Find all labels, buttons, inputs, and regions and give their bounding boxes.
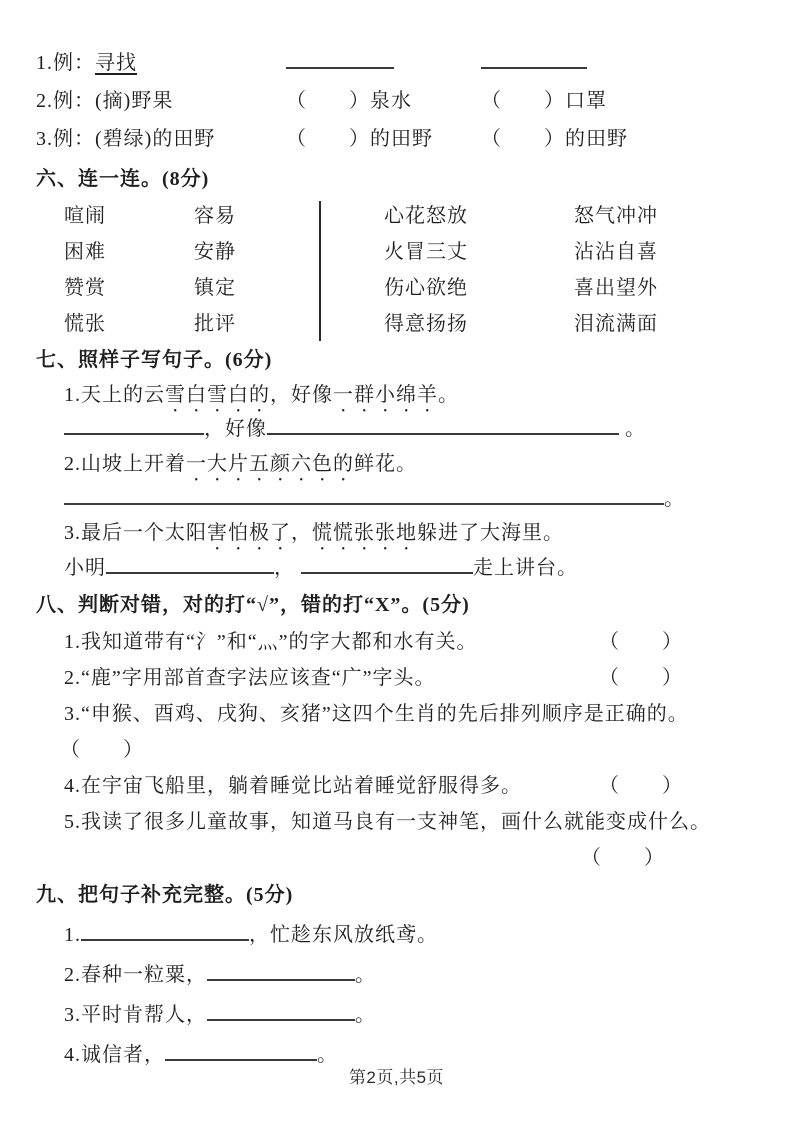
paren-answer-slot: （ ）: [599, 631, 683, 653]
blank-line: [64, 413, 204, 435]
judge-item-1: [36, 624, 753, 660]
blank-line: [165, 1039, 317, 1061]
paren-answer-slot: （ ）泉水: [286, 90, 412, 112]
example-row-3: [36, 120, 753, 158]
match-word: 喜出望外: [574, 277, 658, 299]
completion-text: 4.诚信者，: [64, 1044, 165, 1066]
completion-item-3: [36, 995, 753, 1035]
sentence-text: 。: [438, 384, 459, 406]
completion-text: 。: [355, 964, 376, 986]
match-word: 得意扬扬: [384, 313, 468, 335]
paren-answer-slot: （ ）: [581, 847, 665, 869]
question-sentence-2: [36, 446, 753, 482]
matching-row: [36, 198, 753, 234]
judge-text: 5.我读了很多儿童故事，知道马良有一支神笔，画什么就能变成什么。: [64, 811, 711, 833]
question-sentence-3: [36, 516, 753, 550]
match-word: 心花怒放: [384, 205, 468, 227]
match-word: 火冒三丈: [384, 241, 468, 263]
judge-item-4: [36, 768, 753, 804]
matching-row: [36, 306, 753, 342]
sentence-text: 鲜花。: [354, 453, 417, 475]
matching-row: [36, 234, 753, 270]
blank-line: [207, 999, 355, 1021]
judge-item-3: [36, 696, 753, 732]
blank-line: [267, 413, 619, 435]
completion-text: 。: [355, 1004, 376, 1026]
sentence-text: 躲进了大海里。: [417, 522, 564, 544]
match-word: 赞赏: [64, 277, 106, 299]
emphasized-text: 一大片五颜六色的: [186, 453, 354, 475]
match-word: 泪流满面: [574, 313, 658, 335]
paren-answer-slot: （ ）: [599, 775, 683, 797]
blank-line: [286, 47, 394, 69]
completion-text: 1.: [64, 924, 81, 946]
fill-hint-text: 。: [664, 488, 685, 510]
blank-line: [81, 919, 249, 941]
judge-text: 2.“鹿”字用部首查字法应该查“广”字头。: [64, 667, 436, 689]
match-word: 沾沾自喜: [574, 241, 658, 263]
example-label: 2.例：(摘)野果: [36, 90, 174, 112]
blank-line: [481, 47, 587, 69]
section-title-6: 六、连一连。(8分): [36, 168, 210, 190]
matching-exercise: [36, 198, 753, 342]
match-word: 喧闹: [64, 205, 106, 227]
fill-hint-text: ，好像: [204, 418, 267, 440]
section-title-8: 八、判断对错，对的打“√”，错的打“X”。(5分): [36, 594, 470, 616]
question-sentence-1: [36, 378, 753, 412]
emphasized-text: 一群小绵羊: [333, 384, 438, 406]
completion-item-1: [36, 915, 753, 955]
blank-line: [64, 483, 664, 505]
paren-answer-slot: （ ）的田野: [286, 128, 433, 150]
paren-answer-slot: （ ）口罩: [481, 90, 607, 112]
answer-blank-cell: [286, 44, 481, 82]
blank-line: [106, 552, 274, 574]
completion-text: ，忙趁东风放纸鸢。: [249, 924, 438, 946]
fill-hint-text: 。: [625, 418, 646, 440]
matching-row: [36, 270, 753, 306]
example-label: [36, 44, 286, 82]
answer-blank-cell: [481, 44, 587, 82]
section-title-9: 九、把句子补充完整。(5分): [36, 884, 294, 906]
judge-text: 1.我知道带有“氵”和“灬”的字大都和水有关。: [64, 631, 478, 653]
fill-hint-text: 小明: [64, 557, 106, 579]
judge-text: 3.“申猴、酉鸡、戌狗、亥猪”这四个生肖的先后排列顺序是正确的。: [64, 703, 689, 725]
emphasized-text: 害怕极了: [207, 522, 291, 544]
completion-text: 3.平时肯帮人，: [64, 1004, 207, 1026]
answer-line-1: [36, 412, 753, 446]
completion-text: 2.春种一粒粟，: [64, 964, 207, 986]
judge-item-5: [36, 804, 753, 840]
example-row-1: [36, 44, 753, 82]
row-number-label: 1.例：: [36, 52, 95, 74]
completion-item-2: [36, 955, 753, 995]
sentence-text: 3.最后一个太阳: [64, 522, 207, 544]
completion-text: 。: [317, 1044, 338, 1066]
judge-item-2: [36, 660, 753, 696]
match-word: 容易: [194, 205, 236, 227]
fill-hint-text: ，: [274, 557, 295, 579]
paren-answer-slot: （ ）: [599, 667, 683, 689]
sentence-text: ，: [291, 522, 312, 544]
underlined-example-word: 寻找: [95, 52, 137, 74]
paren-answer-slot: （ ）的田野: [481, 128, 628, 150]
blank-line: [207, 959, 355, 981]
answer-line-2: [36, 482, 753, 516]
page-number-footer: 第2页,共5页: [348, 1068, 445, 1087]
example-row-2: [36, 82, 753, 120]
match-word: 镇定: [194, 277, 236, 299]
emphasized-text: 雪白雪白的: [165, 384, 270, 406]
match-word: 困难: [64, 241, 106, 263]
match-word: 怒气冲冲: [574, 205, 658, 227]
example-label: 3.例：(碧绿)的田野: [36, 128, 216, 150]
fill-hint-text: 走上讲台。: [473, 557, 578, 579]
match-word: 批评: [194, 313, 236, 335]
match-word: 慌张: [64, 313, 106, 335]
matching-divider-line: [319, 201, 321, 341]
blank-line: [301, 552, 473, 574]
sentence-text: 1.天上的云: [64, 384, 165, 406]
section-title-7: 七、照样子写句子。(6分): [36, 349, 273, 371]
sentence-text: ，好像: [270, 384, 333, 406]
match-word: 安静: [194, 241, 236, 263]
sentence-text: 2.山坡上开着: [64, 453, 186, 475]
judge-text: 4.在宇宙飞船里，躺着睡觉比站着睡觉舒服得多。: [64, 775, 522, 797]
emphasized-text: 慌慌张张地: [312, 522, 417, 544]
paren-answer-slot: （ ）: [60, 739, 144, 761]
match-word: 伤心欲绝: [384, 277, 468, 299]
answer-line-3: [36, 550, 753, 586]
